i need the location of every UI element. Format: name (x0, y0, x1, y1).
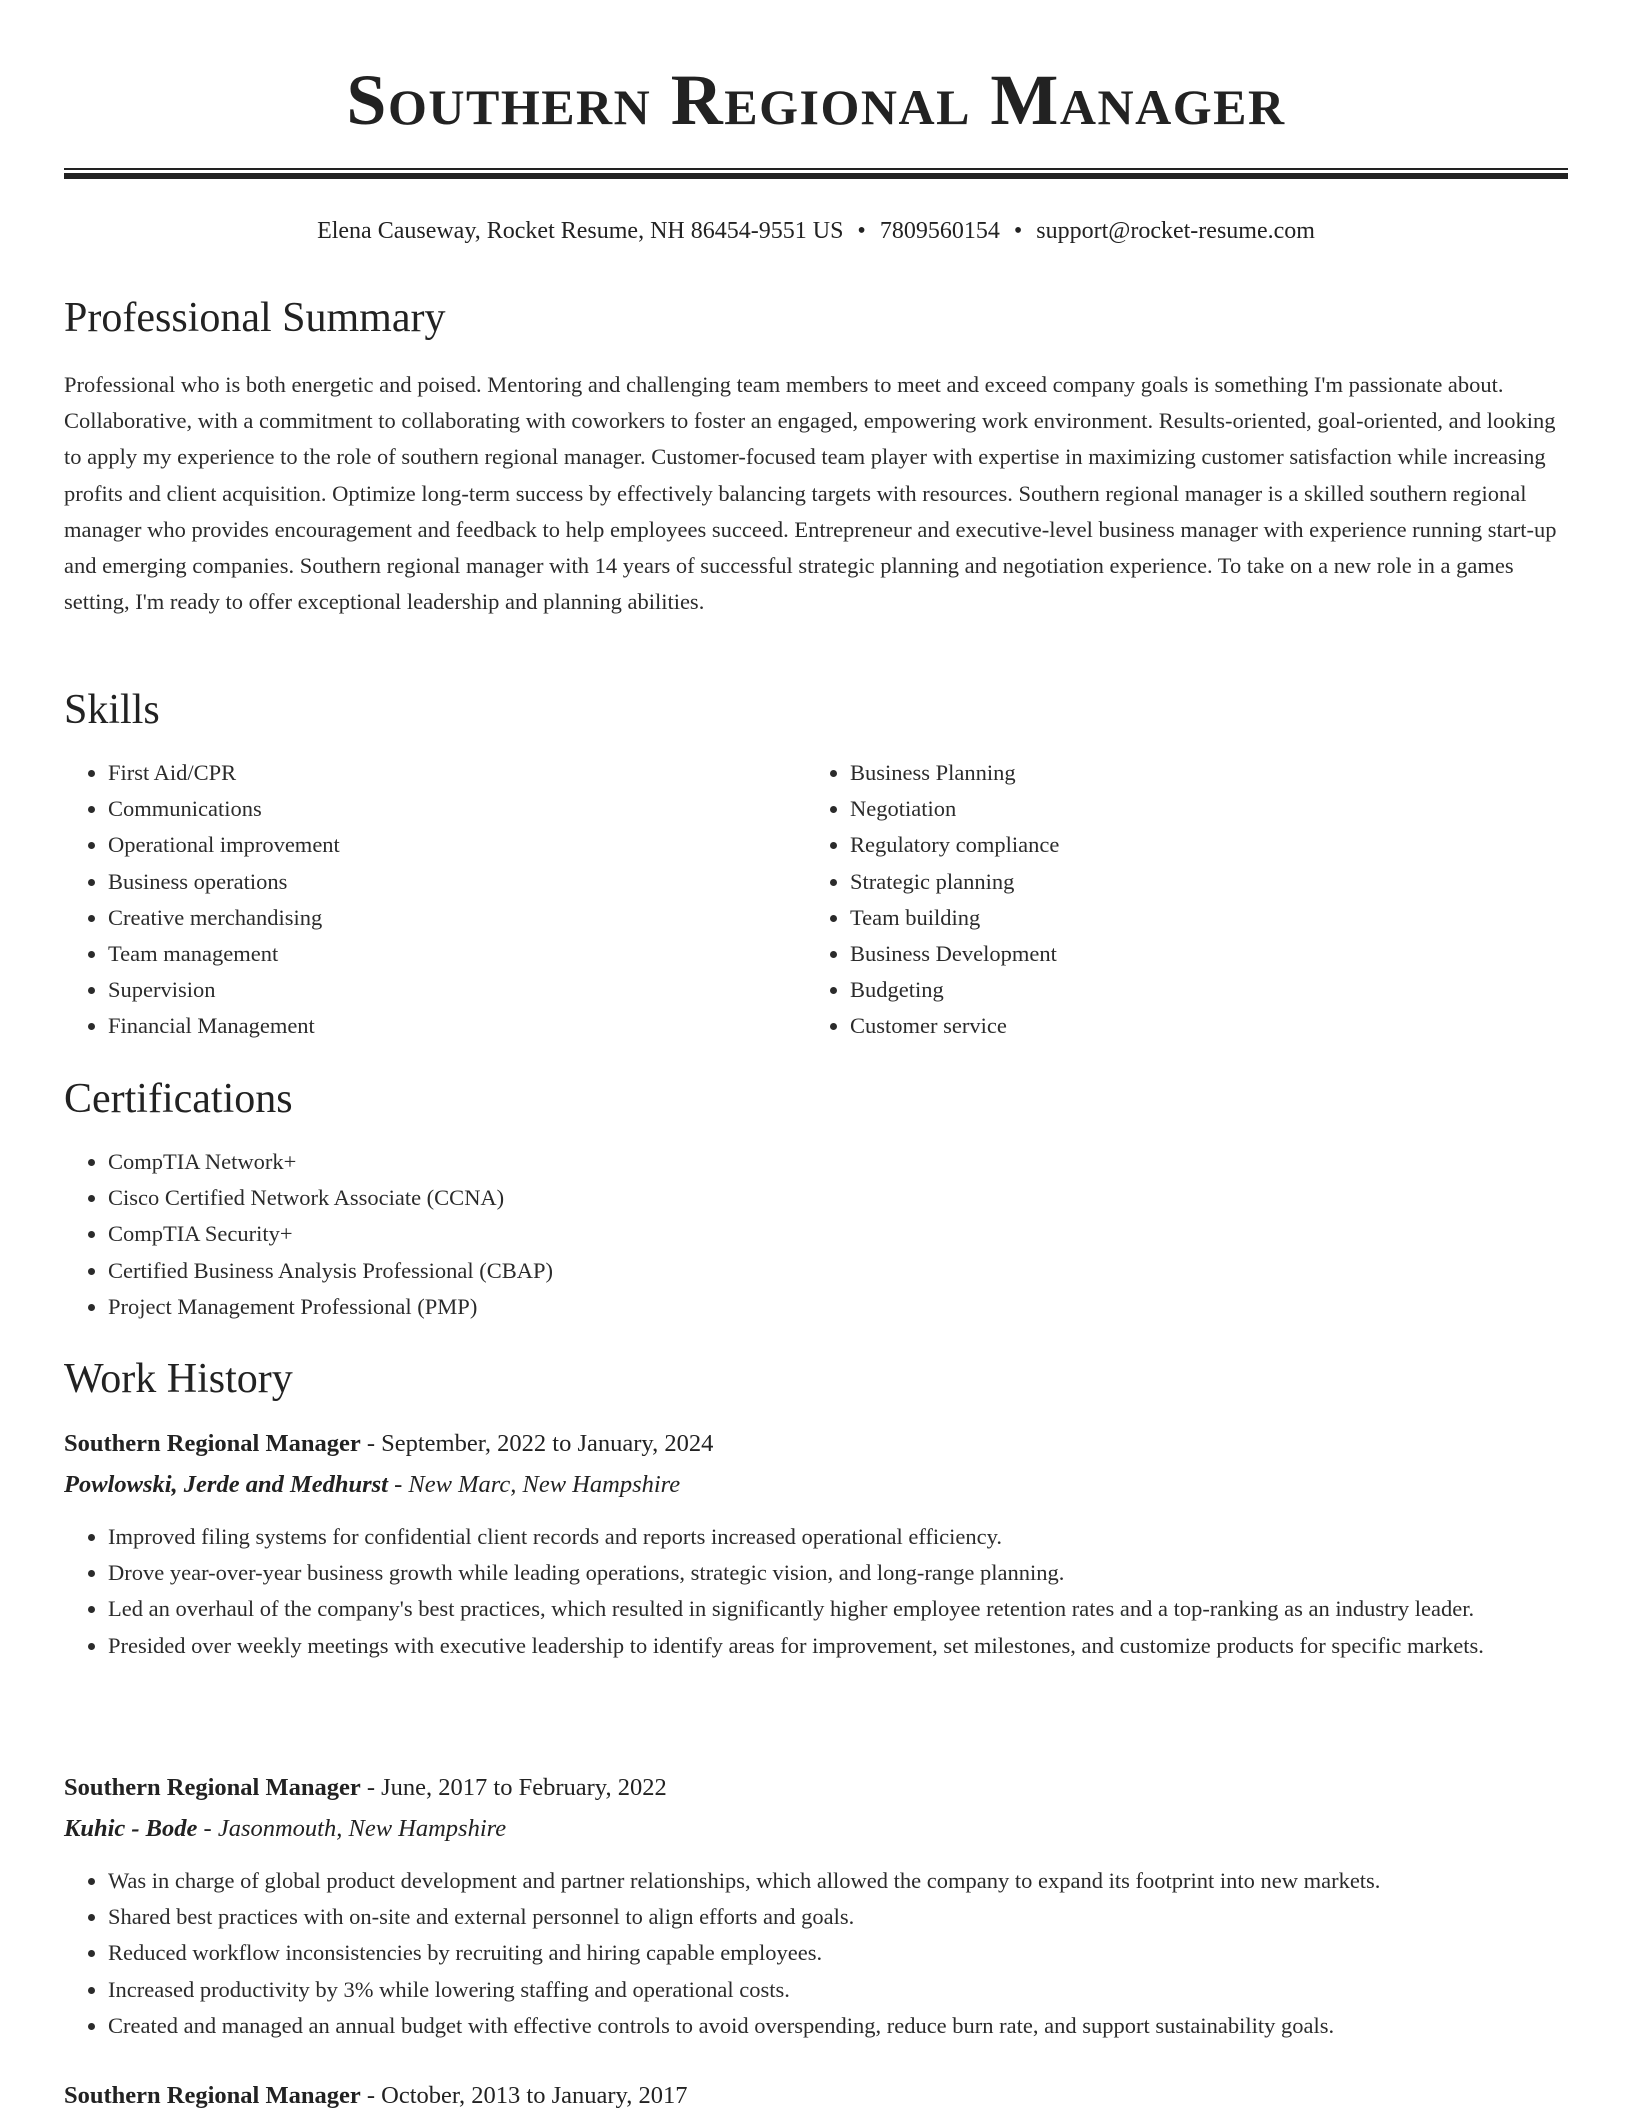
certification-item: • Certified Business Analysis Professional (CBAP) (108, 1253, 1568, 1289)
job-company-line (64, 1469, 680, 1501)
job-title-line (64, 1428, 713, 1460)
job-bullet: • Increased productivity by 3% while lowering staffing and operational costs. (108, 1972, 1568, 2008)
skill-item: • Strategic planning (850, 864, 1550, 900)
skill-item: • Operational improvement (108, 827, 808, 863)
job-company-line (64, 1813, 506, 1845)
certification-item: • Cisco Certified Network Associate (CCNA) (108, 1180, 1568, 1216)
job-company: Powlowski, Jerde and Medhurst (64, 1471, 388, 1498)
skill-item: • Financial Management (108, 1008, 808, 1044)
contact-phone: 7809560154 (879, 218, 1000, 244)
job-bullets (64, 1519, 1568, 1664)
summary-text: Professional who is both energetic and poised. Mentoring and challenging team members to meet and exceed company goals is something I'm passionate about. Collaborative, with a commitment to collaborating with coworkers to foster an engaged, empowering work environment. Results-oriented, goal-oriented, and looking to apply my experience to the role of southern regional manager. Customer-focused team player with expertise in maximizing customer satisfaction while increasing profits and client acquisition. Optimize long-term success by effectively balancing targets with resources. Southern regional manager is a skilled southern regional manager who provides encouragement and feedback to help employees succeed. Entrepreneur and executive-level business manager with experience running start-up and emerging companies. Southern regional manager with 14 years of successful strategic planning and negotiation experience. To take on a new role in a games setting, I'm ready to offer exceptional leadership and planning abilities. (64, 372, 1557, 615)
skills-list-right (806, 755, 1550, 1045)
job-location: - New Marc, New Hampshire (388, 1471, 681, 1498)
skill-item: • Customer service (850, 1008, 1550, 1044)
job-dates: - September, 2022 to January, 2024 (360, 1430, 714, 1457)
contact-separator: • (1013, 218, 1023, 244)
skill-item: • Team building (850, 900, 1550, 936)
skill-item: • Supervision (108, 972, 808, 1008)
skills-heading: Skills (64, 687, 160, 733)
certification-item: • Project Management Professional (PMP) (108, 1289, 1568, 1325)
job-bullet: • Reduced workflow inconsistencies by recruiting and hiring capable employees. (108, 1935, 1568, 1971)
job-bullet: • Led an overhaul of the company's best practices, which resulted in significantly higher employee retention rates and a top-ranking as an industry leader. (108, 1591, 1568, 1627)
work-history-heading: Work History (64, 1356, 293, 1402)
header-divider-thin (64, 168, 1568, 170)
job-bullet: • Presided over weekly meetings with executive leadership to identify areas for improvement, set milestones, and customize products for specific markets. (108, 1628, 1568, 1664)
job-bullet: • Drove year-over-year business growth while leading operations, strategic vision, and long-range planning. (108, 1555, 1568, 1591)
certification-item: • CompTIA Security+ (108, 1216, 1568, 1252)
job-title: Southern Regional Manager (64, 1774, 361, 1801)
job-bullet: • Shared best practices with on-site and external personnel to align efforts and goals. (108, 1899, 1568, 1935)
contact-address: Elena Causeway, Rocket Resume, NH 86454-9551 US (317, 218, 844, 244)
skill-item: • Business Planning (850, 755, 1550, 791)
job-title: Southern Regional Manager (64, 2082, 361, 2109)
certifications-list (64, 1144, 1568, 1325)
job-dates: - June, 2017 to February, 2022 (360, 1774, 667, 1801)
skills-list-left (64, 755, 808, 1045)
skill-item: • Creative merchandising (108, 900, 808, 936)
job-title-line (64, 2080, 687, 2112)
skill-item: • Negotiation (850, 791, 1550, 827)
job-bullet: • Improved filing systems for confidential client records and reports increased operational efficiency. (108, 1519, 1568, 1555)
job-company: Kuhic - Bode (64, 1815, 198, 1842)
skill-item: • Budgeting (850, 972, 1550, 1008)
skill-item: • First Aid/CPR (108, 755, 808, 791)
job-location: - Jasonmouth, New Hampshire (197, 1815, 507, 1842)
job-title-line (64, 1772, 667, 1804)
header-divider-thick (64, 173, 1568, 179)
job-title: Southern Regional Manager (64, 1430, 361, 1457)
summary-heading: Professional Summary (64, 295, 446, 341)
job-bullets (64, 1863, 1568, 2044)
contact-line (64, 215, 1568, 247)
certifications-heading: Certifications (64, 1076, 293, 1122)
skill-item: • Communications (108, 791, 808, 827)
certification-item: • CompTIA Network+ (108, 1144, 1568, 1180)
job-bullet: • Created and managed an annual budget with effective controls to avoid overspending, reduce burn rate, and support sustainability goals. (108, 2008, 1568, 2044)
skill-item: • Regulatory compliance (850, 827, 1550, 863)
resume-title: Southern Regional Manager (346, 60, 1286, 140)
skill-item: • Business Development (850, 936, 1550, 972)
job-dates: - October, 2013 to January, 2017 (360, 2082, 688, 2109)
job-bullet: • Was in charge of global product development and partner relationships, which allowed the company to expand its footprint into new markets. (108, 1863, 1568, 1899)
skill-item: • Business operations (108, 864, 808, 900)
contact-separator: • (857, 218, 866, 244)
skill-item: • Team management (108, 936, 808, 972)
contact-email: support@rocket-resume.com (1036, 218, 1315, 244)
